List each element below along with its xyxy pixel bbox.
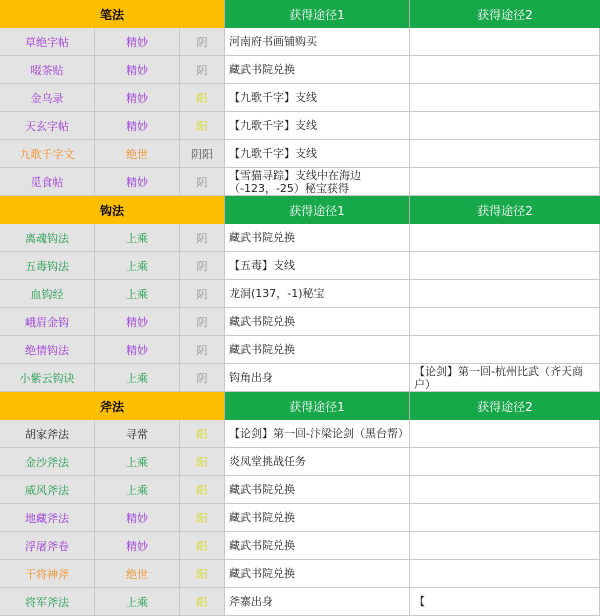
route2-cell [410, 28, 600, 55]
route2-header: 获得途径2 [410, 392, 600, 420]
skill-grade: 上乘 [95, 476, 180, 503]
skill-attribute: 阳 [180, 476, 225, 503]
skill-grade: 精妙 [95, 308, 180, 335]
table-row [0, 84, 600, 112]
route2-cell [410, 252, 600, 279]
skill-name: 绝情钩法 [0, 336, 95, 363]
route2-cell [410, 420, 600, 447]
skill-attribute: 阳 [180, 448, 225, 475]
route1-cell: 藏武书院兑换 [225, 336, 410, 363]
skill-name: 天玄字帖 [0, 112, 95, 139]
route2-cell [410, 140, 600, 167]
route1-cell: 【九歌千字】支线 [225, 112, 410, 139]
skill-grade: 精妙 [95, 84, 180, 111]
table-row [0, 560, 600, 588]
route2-cell [410, 280, 600, 307]
table-row [0, 336, 600, 364]
route1-header: 获得途径1 [225, 392, 410, 420]
skill-grade: 精妙 [95, 532, 180, 559]
route1-cell: 藏武书院兑换 [225, 504, 410, 531]
skill-attribute: 阳 [180, 420, 225, 447]
route2-cell: 【 [410, 588, 600, 615]
skill-name: 草绝字帖 [0, 28, 95, 55]
skill-grade: 上乘 [95, 364, 180, 391]
section-title: 钩法 [0, 196, 225, 224]
skill-grade: 精妙 [95, 504, 180, 531]
skill-name: 将军斧法 [0, 588, 95, 615]
table-row [0, 252, 600, 280]
skill-attribute: 阳 [180, 532, 225, 559]
skill-name: 金乌录 [0, 84, 95, 111]
skill-attribute: 阴 [180, 56, 225, 83]
skill-name: 胡家斧法 [0, 420, 95, 447]
skill-name: 金沙斧法 [0, 448, 95, 475]
skill-name: 啜茶贴 [0, 56, 95, 83]
route2-cell [410, 224, 600, 251]
table-row [0, 280, 600, 308]
route2-cell [410, 56, 600, 83]
skill-attribute: 阴 [180, 280, 225, 307]
table-row [0, 504, 600, 532]
skill-grade: 精妙 [95, 56, 180, 83]
skill-grade: 寻常 [95, 420, 180, 447]
skill-name: 九歌千字文 [0, 140, 95, 167]
skill-grade: 上乘 [95, 252, 180, 279]
table-row [0, 476, 600, 504]
route1-cell: 【九歌千字】支线 [225, 140, 410, 167]
skill-name: 浮屠斧卷 [0, 532, 95, 559]
skill-name: 离魂钩法 [0, 224, 95, 251]
section-title: 笔法 [0, 0, 225, 28]
skill-attribute: 阴 [180, 308, 225, 335]
skill-attribute: 阳 [180, 112, 225, 139]
table-row [0, 448, 600, 476]
route2-cell [410, 336, 600, 363]
route2-cell [410, 84, 600, 111]
skill-attribute: 阴 [180, 28, 225, 55]
route1-cell: 钩角出身 [225, 364, 410, 391]
skill-grade: 上乘 [95, 448, 180, 475]
route1-cell: 河南府书画铺购买 [225, 28, 410, 55]
route1-cell: 斧寨出身 [225, 588, 410, 615]
skill-grade: 精妙 [95, 168, 180, 195]
skill-grade: 精妙 [95, 112, 180, 139]
skill-attribute: 阳 [180, 560, 225, 587]
table-row [0, 588, 600, 616]
table-row [0, 112, 600, 140]
skill-attribute: 阴 [180, 364, 225, 391]
skill-name: 地藏斧法 [0, 504, 95, 531]
route2-cell [410, 504, 600, 531]
route1-cell: 藏武书院兑换 [225, 224, 410, 251]
route2-cell [410, 532, 600, 559]
skill-attribute: 阳 [180, 504, 225, 531]
route1-cell: 藏武书院兑换 [225, 308, 410, 335]
skill-name: 干将神斧 [0, 560, 95, 587]
table-row [0, 168, 600, 196]
skill-attribute: 阴 [180, 168, 225, 195]
table-row [0, 56, 600, 84]
route1-cell: 藏武书院兑换 [225, 476, 410, 503]
skill-grade: 绝世 [95, 560, 180, 587]
skill-attribute: 阳 [180, 84, 225, 111]
skill-attribute: 阴阳 [180, 140, 225, 167]
route2-cell [410, 448, 600, 475]
skill-name: 血钩经 [0, 280, 95, 307]
route1-cell: 藏武书院兑换 [225, 56, 410, 83]
route2-cell [410, 308, 600, 335]
route1-cell: 【论剑】第一回-汴梁论剑（黑台帮） [225, 420, 410, 447]
table-row [0, 28, 600, 56]
route2-header: 获得途径2 [410, 0, 600, 28]
route1-cell: 藏武书院兑换 [225, 532, 410, 559]
route2-cell [410, 168, 600, 195]
skill-attribute: 阴 [180, 224, 225, 251]
skill-attribute: 阴 [180, 336, 225, 363]
route2-cell: 【论剑】第一回-杭州比武（齐天商户） [410, 364, 600, 391]
skill-grade: 上乘 [95, 224, 180, 251]
route2-cell [410, 476, 600, 503]
skill-grade: 绝世 [95, 140, 180, 167]
section-header [0, 196, 600, 224]
skill-attribute: 阳 [180, 588, 225, 615]
table-row [0, 420, 600, 448]
table-row [0, 364, 600, 392]
route1-cell: 【五毒】支线 [225, 252, 410, 279]
table-row [0, 308, 600, 336]
section-title: 斧法 [0, 392, 225, 420]
skill-grade: 上乘 [95, 588, 180, 615]
table-row [0, 532, 600, 560]
route1-cell: 【九歌千字】支线 [225, 84, 410, 111]
skill-name: 觅食帖 [0, 168, 95, 195]
route1-cell: 炎凤堂挑战任务 [225, 448, 410, 475]
skill-attribute: 阴 [180, 252, 225, 279]
route1-header: 获得途径1 [225, 196, 410, 224]
route2-header: 获得途径2 [410, 196, 600, 224]
route1-cell: 【雪猫寻踪】支线中在海边（-123，-25）秘宝获得 [225, 168, 410, 195]
skill-name: 小紫云钩诀 [0, 364, 95, 391]
skill-grade: 上乘 [95, 280, 180, 307]
skill-name: 五毒钩法 [0, 252, 95, 279]
table-row [0, 140, 600, 168]
skill-grade: 精妙 [95, 336, 180, 363]
skill-name: 威风斧法 [0, 476, 95, 503]
skill-grade: 精妙 [95, 28, 180, 55]
skill-name: 峨眉金钩 [0, 308, 95, 335]
route2-cell [410, 112, 600, 139]
route1-header: 获得途径1 [225, 0, 410, 28]
table-row [0, 224, 600, 252]
section-header [0, 0, 600, 28]
route1-cell: 藏武书院兑换 [225, 560, 410, 587]
route2-cell [410, 560, 600, 587]
section-header [0, 392, 600, 420]
route1-cell: 龙洞(137，-1)秘宝 [225, 280, 410, 307]
